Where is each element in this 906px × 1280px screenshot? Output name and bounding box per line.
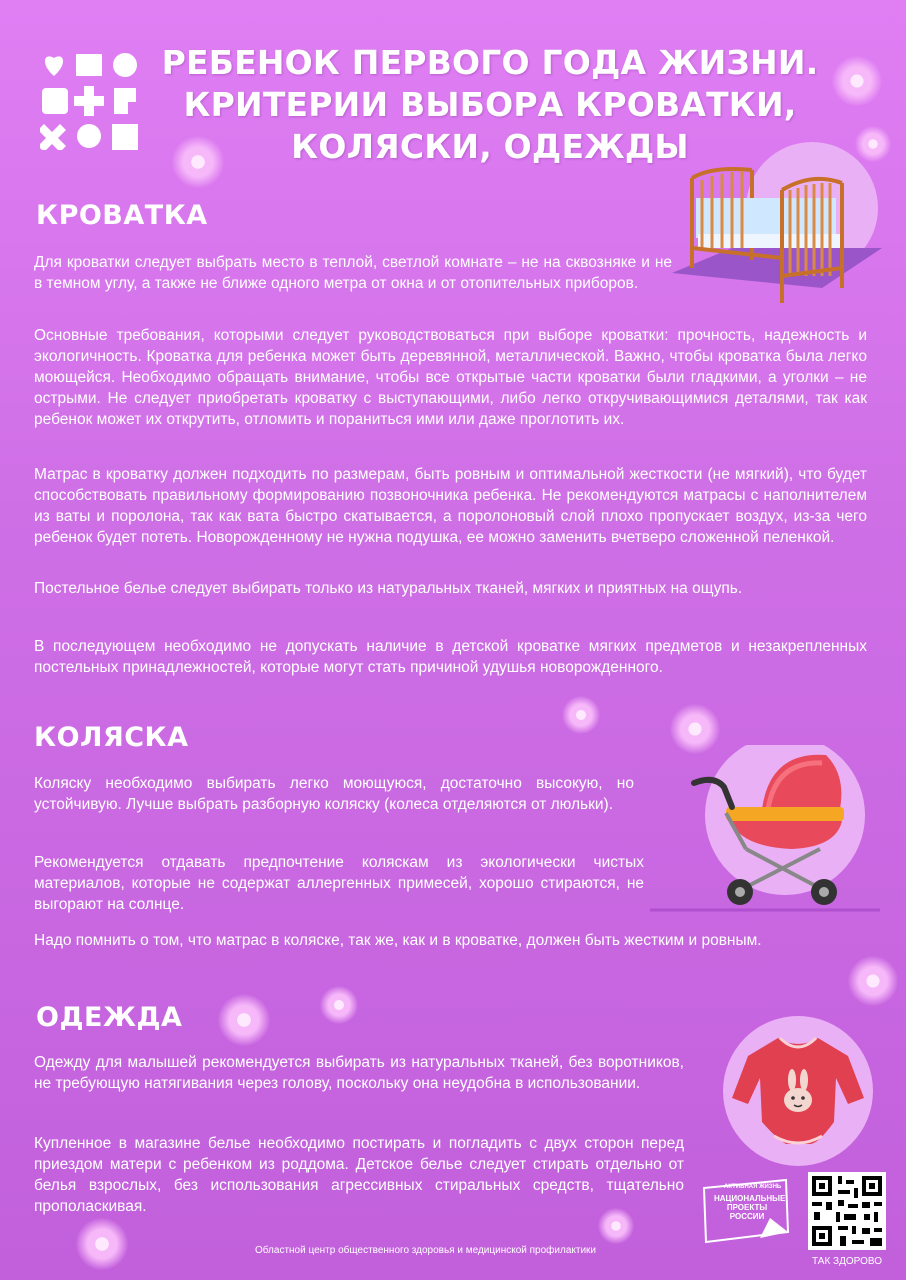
logo-shapes-icon <box>40 50 140 150</box>
flower-icon <box>832 56 882 106</box>
np-line-2: ПРОЕКТЫ <box>726 1203 768 1212</box>
section-heading-stroller: КОЛЯСКА <box>34 722 189 753</box>
title-line-1: РЕБЕНОК ПЕРВОГО ГОДА ЖИЗНИ. <box>161 43 819 82</box>
crib-paragraph-1: Для кроватки следует выбрать место в теплой, светлой комнате – не на сквозняке и не в темном углу, а также не ближе одного метра от окна и от отопительных приборов. <box>34 254 672 292</box>
bodysuit-illustration <box>718 1016 878 1166</box>
stroller-paragraph-3: Надо помнить о том, что матрас в коляске, так же, как и в кроватке, должен быть жестким и ровным. <box>34 932 762 949</box>
stroller-illustration <box>650 745 880 915</box>
crib-paragraph-5: В последующем необходимо не допускать наличие в детской кроватке мягких предметов и незакрепленных постельных принадлежностей, которые могут стать причиной удушья новорожденного. <box>34 638 867 676</box>
flower-icon <box>320 986 358 1024</box>
flower-icon <box>848 956 898 1006</box>
np-line-1: НАЦИОНАЛЬНЫЕ <box>714 1194 786 1203</box>
title-line-2: КРИТЕРИИ ВЫБОРА КРОВАТКИ, <box>183 85 797 124</box>
stroller-paragraph-2: Рекомендуется отдавать предпочтение коляскам из экологически чистых материалов, которые не содержат аллергенных примесей, хорошо стираются, не выгорают на солнце. <box>34 854 644 913</box>
flower-icon <box>562 696 600 734</box>
clothes-paragraph-2: Купленное в магазине белье необходимо постирать и погладить с двух сторон перед приездом матери с ребенком из роддома. Детское белье следует стирать отдельно от белья взрослых, без использования агрессивных стиральных средств, тщательно прополаскивая. <box>34 1135 684 1215</box>
crib-paragraph-4: Постельное белье следует выбирать только из натуральных тканей, мягких и приятных на ощупь. <box>34 580 743 597</box>
title-line-3: КОЛЯСКИ, ОДЕЖДЫ <box>291 127 689 166</box>
national-projects-logo <box>700 1178 792 1250</box>
flower-icon <box>218 994 270 1046</box>
np-line-3: РОССИИ <box>729 1212 765 1221</box>
crib-illustration <box>672 138 882 308</box>
crib-paragraph-2: Основные требования, которыми следует руководствоваться при выборе кроватки: прочность, надежность и экологичность. Кроватка для ребенка может быть деревянной, металлической. Важно, чтобы кроватка была легко моющейся. Необходимо обращать внимание, чтобы все открытые части кроватки были гладкими, а уголки – не острыми. Не следует приобретать кроватку с выступающими, либо легко откручивающимися деталями, так как ребенок может их открутить, отломить и пораниться ими или даже проглотить их. <box>34 327 867 428</box>
qr-code-icon[interactable] <box>808 1172 886 1250</box>
crib-paragraph-3: Матрас в кроватку должен подходить по размерам, быть ровным и оптимальной жесткости (не мягкий), что будет способствовать правильному формированию позвоночника ребенка. Не рекомендуются матрасы с наполнителем из ваты и поролона, так как вата быстро скатывается, а поролоновый слой плохо пропускает воздух, из-за чего ребенок будет потеть. Новорожденному не нужна подушка, ее можно заменить вчетверо сложенной пеленкой. <box>34 466 867 546</box>
section-heading-clothes: ОДЕЖДА <box>36 1002 183 1033</box>
stroller-paragraph-1: Коляску необходимо выбирать легко моющуюся, достаточно высокую, но устойчивую. Лучше выбрать разборную коляску (колеса отделяются от люльки). <box>34 775 634 813</box>
flower-icon <box>76 1218 128 1270</box>
footer-organization: Областной центр общественного здоровья и медицинской профилактики <box>255 1245 596 1256</box>
qr-label: ТАК ЗДОРОВО <box>812 1256 882 1267</box>
np-small-text: АКТИВНАЯ ЖИЗНЬ <box>724 1184 782 1190</box>
section-heading-crib: КРОВАТКА <box>36 200 208 231</box>
clothes-paragraph-1: Одежду для малышей рекомендуется выбирать из натуральных тканей, без воротников, не требующую натягивания через голову, поскольку она неудобна в использовании. <box>34 1054 684 1092</box>
